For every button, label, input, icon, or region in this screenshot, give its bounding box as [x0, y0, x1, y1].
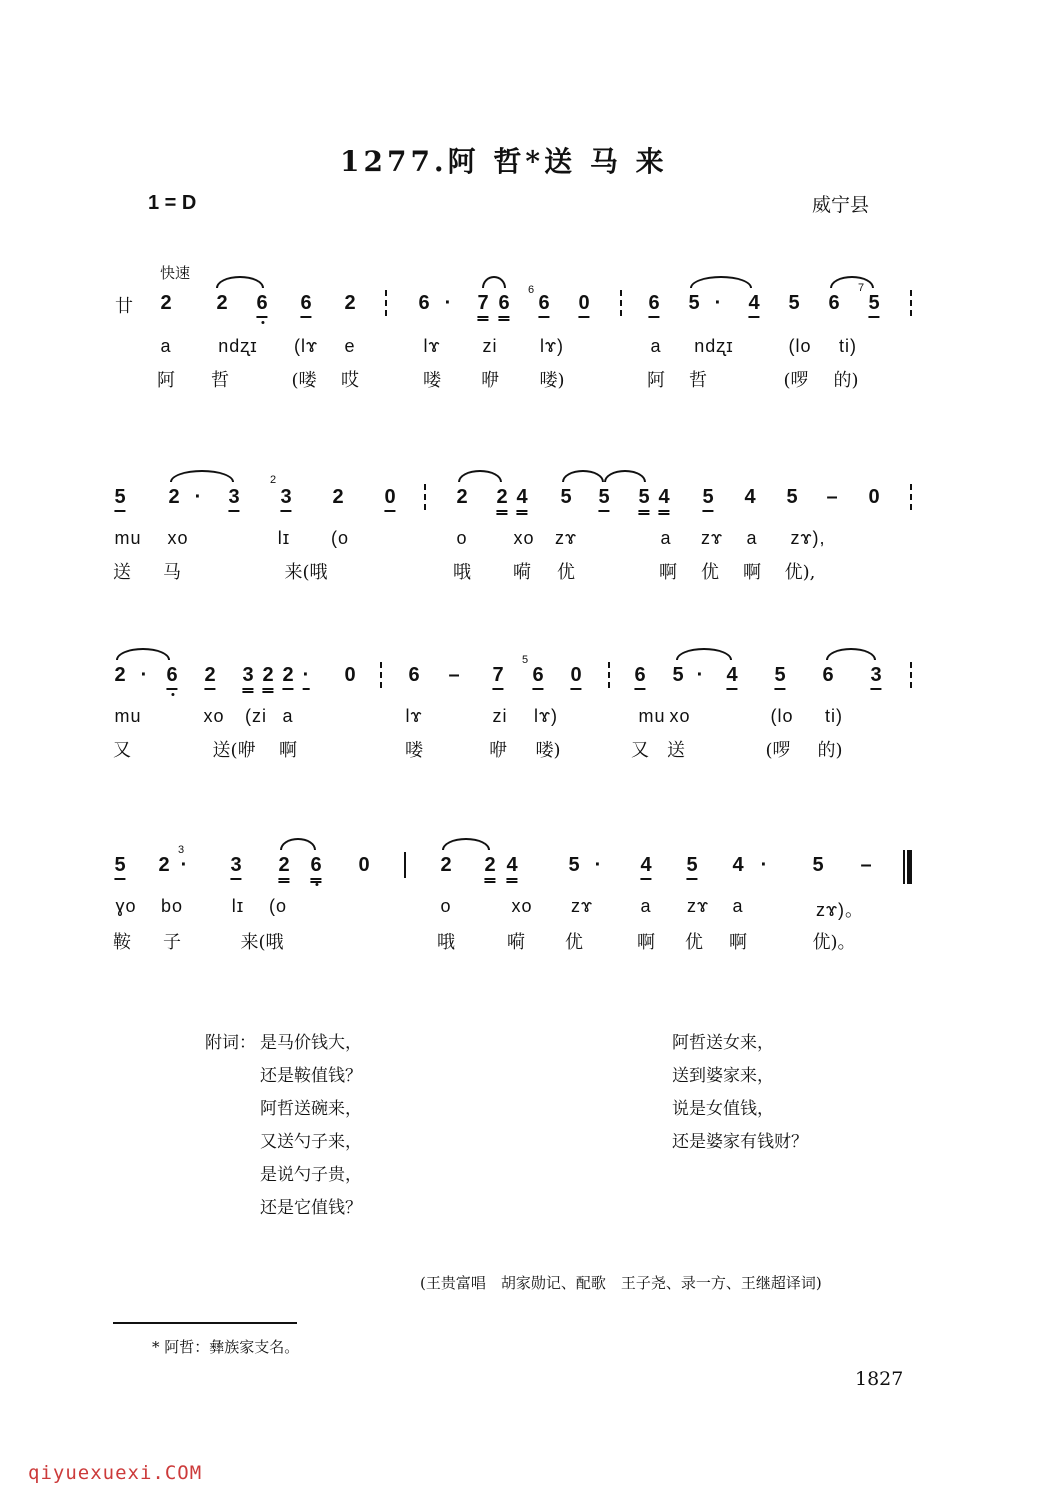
watermark: qiyuexuexi.COM — [28, 1462, 203, 1484]
dash: – — [826, 486, 838, 508]
syllable: lɪ — [231, 896, 245, 916]
note: 6 — [498, 292, 509, 321]
lyric-char: 优 — [557, 562, 575, 583]
syllable: xo — [669, 706, 691, 726]
barline — [385, 290, 387, 316]
grace-note: 2 — [270, 474, 277, 486]
lyric-char: 啊 — [637, 932, 655, 953]
barline — [910, 290, 912, 316]
lyric-char: 优), — [784, 562, 816, 583]
note: 4 — [506, 854, 517, 883]
note: 4 — [748, 292, 759, 318]
dot: · — [140, 664, 148, 686]
barline — [608, 662, 610, 688]
note: 4 — [732, 854, 744, 876]
barline — [380, 662, 382, 688]
syllable: lɤ) — [539, 336, 565, 356]
grace-note: 5 — [522, 654, 529, 666]
note: 2 — [278, 854, 289, 883]
syllable: zi — [492, 706, 508, 726]
key-signature: 1 = D — [148, 192, 197, 214]
note: 7 — [492, 664, 503, 690]
grace-note: 7 — [858, 282, 865, 294]
syllable: xo — [513, 528, 535, 548]
note: 5 — [638, 486, 649, 515]
note: 5 — [688, 292, 700, 314]
score-line-3-chinese — [0, 736, 1056, 766]
rest: 0 — [384, 486, 395, 512]
syllable: zɤ — [554, 528, 578, 548]
lyric-char: 喽) — [535, 740, 561, 761]
lyric-char: 哦 — [453, 562, 471, 583]
lyric-char: 子 — [163, 932, 181, 953]
note: 6 — [634, 664, 645, 690]
note: 6 — [822, 664, 834, 686]
syllable: a — [640, 896, 652, 916]
lyric-char: 啊 — [743, 562, 761, 583]
lyric-char: 的) — [817, 740, 843, 761]
lyric-line: 送到婆家来， — [672, 1066, 774, 1086]
slur — [216, 276, 264, 288]
slur — [690, 276, 752, 288]
lyric-line: 还是婆家有钱财？ — [672, 1132, 808, 1152]
lyric-char: 喽) — [539, 370, 565, 391]
lyric-char: 喽 — [405, 740, 423, 761]
lyric-line: 阿哲送女来， — [672, 1033, 774, 1053]
lyric-char: 啊 — [729, 932, 747, 953]
score-line-4-romanization — [0, 896, 1056, 926]
syllable: mu — [114, 706, 142, 726]
lyric-char: 来(哦 — [284, 562, 328, 583]
lyric-char: 哲 — [211, 370, 229, 391]
barline — [620, 290, 622, 316]
syllable: xo — [167, 528, 189, 548]
dot: · — [696, 664, 704, 686]
dot: · — [714, 292, 722, 314]
note: 5 — [672, 664, 684, 686]
note: 6 — [300, 292, 311, 318]
syllable: xo — [511, 896, 533, 916]
note: 6 — [408, 664, 420, 686]
lyric-line: 又送勺子来， — [260, 1132, 362, 1152]
syllable: bo — [160, 896, 184, 916]
note: 5 — [786, 486, 798, 508]
note: 4 — [744, 486, 756, 508]
lyric-char: 鞍 — [113, 932, 131, 953]
note: 7 — [477, 292, 488, 321]
lyric-char: 哦 — [437, 932, 455, 953]
rest: 0 — [358, 854, 370, 876]
note: 6 — [828, 292, 840, 314]
note: 2 — [344, 292, 356, 314]
note: 6 — [166, 664, 177, 690]
note: 2 — [114, 664, 126, 686]
syllable: zɤ — [570, 896, 594, 916]
syllable: xo — [203, 706, 225, 726]
syllable: a — [160, 336, 172, 356]
syllable: zɤ — [700, 528, 724, 548]
note: 2 — [282, 664, 293, 690]
lyric-char: 嗬 — [513, 562, 531, 583]
score-line-4-chinese — [0, 928, 1056, 958]
dot: · — [303, 664, 310, 690]
lyric-char: (喽 — [291, 370, 317, 391]
note: 3 — [230, 854, 241, 880]
rest: 0 — [344, 664, 356, 686]
lyric-char: 喽 — [423, 370, 441, 391]
score-line-1-romanization — [0, 336, 1056, 366]
note: 6 — [418, 292, 430, 314]
lyric-char: 又 — [631, 740, 649, 761]
rest: 0 — [868, 486, 880, 508]
lyric-char: 的) — [833, 370, 859, 391]
syllable: a — [282, 706, 294, 726]
note: 2 — [204, 664, 215, 690]
note: 6 — [648, 292, 659, 318]
lyric-line: 阿哲送碗来， — [260, 1099, 362, 1119]
free-meter-sign: 廿 — [115, 296, 133, 316]
note: 6 — [532, 664, 543, 690]
barline — [424, 484, 426, 510]
note: 5 — [868, 292, 879, 318]
barline — [910, 662, 912, 688]
note: 5 — [568, 854, 580, 876]
note: 2 — [484, 854, 495, 883]
note: 3 — [242, 664, 253, 693]
syllable: mu — [114, 528, 142, 548]
note: 2 — [160, 292, 172, 314]
final-barline — [903, 850, 912, 884]
page-number: 1827 — [855, 1368, 904, 1390]
syllable: o — [440, 896, 452, 916]
lyric-line: 说是女值钱， — [672, 1099, 774, 1119]
slur — [280, 838, 316, 850]
syllable: a — [746, 528, 758, 548]
lyric-line: 还是它值钱？ — [260, 1198, 362, 1218]
lyric-char: 优)。 — [812, 932, 856, 953]
note: 3 — [870, 664, 881, 690]
slur — [442, 838, 490, 850]
note: 2 — [332, 486, 344, 508]
barline — [910, 484, 912, 510]
slur — [458, 470, 502, 482]
footnote-rule — [113, 1322, 297, 1324]
syllable: a — [650, 336, 662, 356]
syllable: ɣo — [115, 896, 137, 916]
lyric-char: (啰 — [783, 370, 809, 391]
lyric-line: 还是鞍值钱？ — [260, 1066, 362, 1086]
note: 4 — [658, 486, 669, 515]
slur — [482, 276, 506, 288]
barline — [404, 852, 406, 878]
lyric-char: 哎 — [341, 370, 359, 391]
syllable: (lo — [770, 706, 794, 726]
lyric-char: 哲 — [689, 370, 707, 391]
note: 5 — [774, 664, 785, 690]
lyric-char: 阿 — [157, 370, 175, 391]
note: 3 — [280, 486, 291, 512]
lyric-char: 咿 — [481, 370, 499, 391]
score-line-4-notes — [0, 844, 1056, 884]
syllable: o — [456, 528, 468, 548]
slur — [116, 648, 170, 660]
note: 5 — [812, 854, 824, 876]
syllable: (o — [330, 528, 350, 548]
lyric-char: 优 — [565, 932, 583, 953]
slur — [170, 470, 234, 482]
score-line-2-romanization — [0, 528, 1056, 558]
footnote: * 阿哲：彝族家支名。 — [152, 1338, 300, 1356]
note: 5 — [114, 486, 125, 512]
song-title: 1277.阿 哲*送 马 来 — [340, 145, 668, 178]
note: 2 — [262, 664, 273, 693]
syllable: zɤ)。 — [815, 900, 865, 920]
dash: – — [448, 664, 460, 686]
lyric-char: 啊 — [279, 740, 297, 761]
dot: · — [444, 292, 452, 314]
syllable: ndʐɪ — [694, 336, 734, 356]
note: 2 — [158, 854, 170, 876]
syllable: lɤ) — [533, 706, 559, 726]
note: 5 — [114, 854, 125, 880]
slur — [826, 648, 876, 660]
rest: 0 — [570, 664, 581, 690]
syllable: (lɤ — [293, 336, 319, 356]
lyric-char: 咿 — [489, 740, 507, 761]
syllable: ndʐɪ — [218, 336, 258, 356]
score-line-2-chinese — [0, 558, 1056, 588]
note: 2 — [440, 854, 452, 876]
grace-note: 3 — [178, 844, 185, 856]
note: 6 — [538, 292, 549, 318]
slur — [830, 276, 874, 288]
note: 4 — [726, 664, 737, 690]
tempo-marking: 快速 — [160, 264, 191, 282]
note: 5 — [598, 486, 609, 512]
lyric-char: (啰 — [765, 740, 791, 761]
score-line-2-notes — [0, 474, 1056, 516]
slur — [676, 648, 732, 660]
score-line-1-chinese — [0, 366, 1056, 396]
lyric-char: 送 — [113, 562, 131, 583]
syllable: zɤ — [686, 896, 710, 916]
lyric-char: 优 — [701, 562, 719, 583]
grace-note: 6 — [528, 284, 535, 296]
syllable: zi — [482, 336, 498, 356]
lyric-line: 是马价钱大， — [260, 1033, 362, 1053]
syllable: (o — [268, 896, 288, 916]
slur — [604, 470, 646, 482]
syllable: a — [660, 528, 672, 548]
note: 3 — [228, 486, 239, 512]
note: 6 — [256, 292, 267, 318]
dot: · — [180, 854, 188, 876]
lyric-char: 又 — [113, 740, 131, 761]
dash: – — [860, 854, 872, 876]
syllable: lɤ — [405, 706, 423, 726]
lyric-char: 阿 — [647, 370, 665, 391]
syllable: lɪ — [277, 528, 291, 548]
syllable: mu — [638, 706, 666, 726]
syllable: e — [344, 336, 356, 356]
note: 2 — [168, 486, 180, 508]
syllable: (lo — [788, 336, 812, 356]
note: 2 — [216, 292, 228, 314]
score-line-1-notes — [0, 282, 1056, 322]
note: 5 — [686, 854, 697, 880]
note: 5 — [702, 486, 713, 512]
lyric-char: 送 — [667, 740, 685, 761]
lyric-char: 来(哦 — [240, 932, 284, 953]
score-line-3-notes — [0, 654, 1056, 694]
lyric-char: 优 — [685, 932, 703, 953]
syllable: lɤ — [423, 336, 441, 356]
lyric-char: 嗬 — [507, 932, 525, 953]
note: 5 — [560, 486, 572, 508]
dot: · — [594, 854, 602, 876]
note: 4 — [640, 854, 651, 880]
lyric-char: 马 — [163, 562, 181, 583]
lyric-char: 啊 — [659, 562, 677, 583]
note: 4 — [516, 486, 527, 515]
region-label: 威宁县 — [812, 194, 870, 216]
dot: · — [194, 486, 202, 508]
credits: (王贵富唱 胡家勋记、配歌 王子尧、录一方、王继超译词) — [420, 1274, 822, 1292]
syllable: ti) — [825, 706, 843, 726]
additional-lyrics-label: 附词： — [205, 1033, 256, 1053]
lyric-line: 是说勺子贵， — [260, 1165, 362, 1185]
score-line-3-romanization — [0, 706, 1056, 736]
note: 2 — [496, 486, 507, 515]
syllable: zɤ), — [790, 528, 826, 548]
rest: 0 — [578, 292, 589, 318]
lyric-char: 送(咿 — [212, 740, 256, 761]
note: 5 — [788, 292, 800, 314]
syllable: ti) — [839, 336, 857, 356]
dot: · — [760, 854, 768, 876]
syllable: (zi — [245, 706, 267, 726]
slur — [562, 470, 604, 482]
note: 2 — [456, 486, 468, 508]
note: 6 — [310, 854, 321, 883]
syllable: a — [732, 896, 744, 916]
